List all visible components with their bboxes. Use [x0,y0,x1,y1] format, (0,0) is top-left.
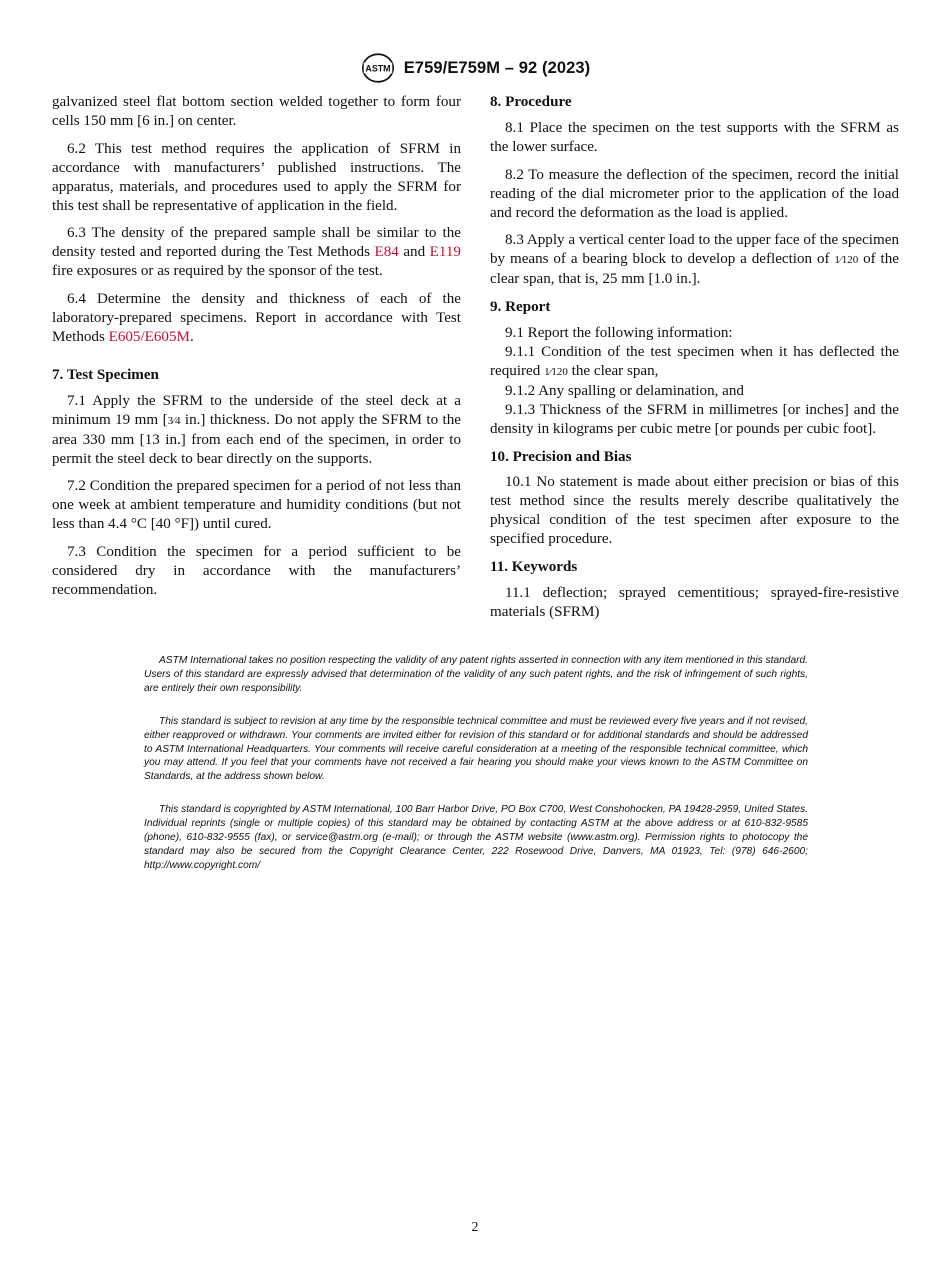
section-10-heading: 10. Precision and Bias [490,448,632,465]
link-e84[interactable]: E84 [374,244,399,261]
page-number: 2 [471,1220,479,1235]
revision-notice: This standard is subject to revision at any time by the responsible technical committee and must be reviewed every five years and if not revised, either reapproved or withdrawn. Your comments are invited either for revision of this standard or for additional standards and should be addressed to ASTM International Headquarters. Your comments will receive careful consideration at a meeting of the responsible technical committee, which you may attend. If you feel that your comments have not received a fair hearing you should make your views known to the ASTM Committee on Standards, at the address shown below. [144,715,808,783]
paragraph-7-2: 7.2 Condition the prepared specimen for a period of not less than one week at ambient temperature and humidity conditions (but not less than 4.4 °C [40 °F]) until cured. [52,478,461,533]
copyright-notice: This standard is copyrighted by ASTM International, 100 Barr Harbor Drive, PO Box C700, West Conshohocken, PA 19428-2959, United States. Individual reprints (single or multiple copies) of this standard may be obtained by contacting ASTM at the above address or at 610-832-9585 (phone), 610-832-9555 (fax), or service@astm.org (e-mail); or through the ASTM website (www.astm.org). Permission rights to photocopy the standard may also be secured from the Copyright Clearance Center, 222 Rosewood Drive, Danvers, MA 01923, Tel: (978) 646-2600; http://www.copyright.com/ [144,804,808,871]
paragraph-6-4: 6.4 Determine the density and thickness of each of the laboratory-prepared specimens. Report in accordance with Test Methods E605/E605M. [52,291,461,345]
paragraph-7-3: 7.3 Condition the specimen for a period sufficient to be considered dry in accordance with the manufacturers’ recommendation. [52,544,461,598]
paragraph-6-2: 6.2 This test method requires the application of SFRM in accordance with manufacturers’ published instructions. The apparatus, materials, and procedures used to apply the SFRM for this test shall be representative of application in the field. [52,140,461,214]
paragraph-11-1: 11.1 deflection; sprayed cementitious; sprayed-fire-resistive materials (SFRM) [490,584,899,620]
section-11-heading: 11. Keywords [490,559,578,576]
paragraph-7-1: 7.1 Apply the SFRM to the underside of the steel deck at a minimum 19 mm [3⁄4 in.] thickness. Do not apply the SFRM to the area 330 mm [13 in.] from each end of the specimen, in order to permit the steel deck to bear directly on the supports. [52,392,461,467]
section-9-heading: 9. Report [490,299,551,316]
paragraph-9-1-1: 9.1.1 Condition of the test specimen when it has deflected the required 1⁄120 the clear span, [490,343,899,379]
paragraph-10-1: 10.1 No statement is made about either precision or bias of this test method since the results merely describe qualitatively the physical condition of the test specimen after exposure to the specified procedure. [490,474,899,548]
paragraph-8-3: 8.3 Apply a vertical center load to the upper face of the specimen by means of a bearing block to develop a deflection of 1⁄120 of the clear span, that is, 25 mm [1.0 in.]. [490,232,899,288]
link-e119[interactable]: E119 [429,244,461,261]
paragraph-8-2: 8.2 To measure the deflection of the specimen, record the initial reading of the dial micrometer prior to the application of the load and record the deformation as the load is applied. [490,166,899,221]
paragraph-6-1-continued: galvanized steel flat bottom section welded together to form four cells 150 mm [6 in.] on center. [52,94,461,129]
paragraph-9-1-2: 9.1.2 Any spalling or delamination, and [505,382,744,399]
left-column [52,93,461,600]
paragraph-9-1-3: 9.1.3 Thickness of the SFRM in millimetres [or inches] and the density in kilograms per cubic metre [or pounds per cubic foot]. [490,401,899,437]
page-header [0,52,950,84]
paragraph-6-3: 6.3 The density of the prepared sample shall be similar to the density tested and reported during the Test Methods E84 and E119 fire exposures or as required by the sponsor of the test. [52,225,461,280]
section-7-heading: 7. Test Specimen [52,366,159,383]
link-e605[interactable]: E605/E605M [108,328,190,345]
paragraph-9-1: 9.1 Report the following information: [505,325,733,342]
section-8-heading: 8. Procedure [490,94,572,110]
astm-logo-icon [360,52,396,84]
paragraph-8-1: 8.1 Place the specimen on the test supports with the SFRM as the lower surface. [490,119,899,155]
patent-notice: ASTM International takes no position respecting the validity of any patent rights asserted in connection with any item mentioned in this standard. Users of this standard are expressly advised that determination of the validity of any such patent rights, and the risk of infringement of such rights, are entirely their own responsibility. [144,655,808,694]
astm-notices [144,654,808,892]
right-column [490,93,899,622]
document-designation: E759/E759M – 92 (2023) [403,58,591,77]
logo-text: ASTM [365,63,391,74]
